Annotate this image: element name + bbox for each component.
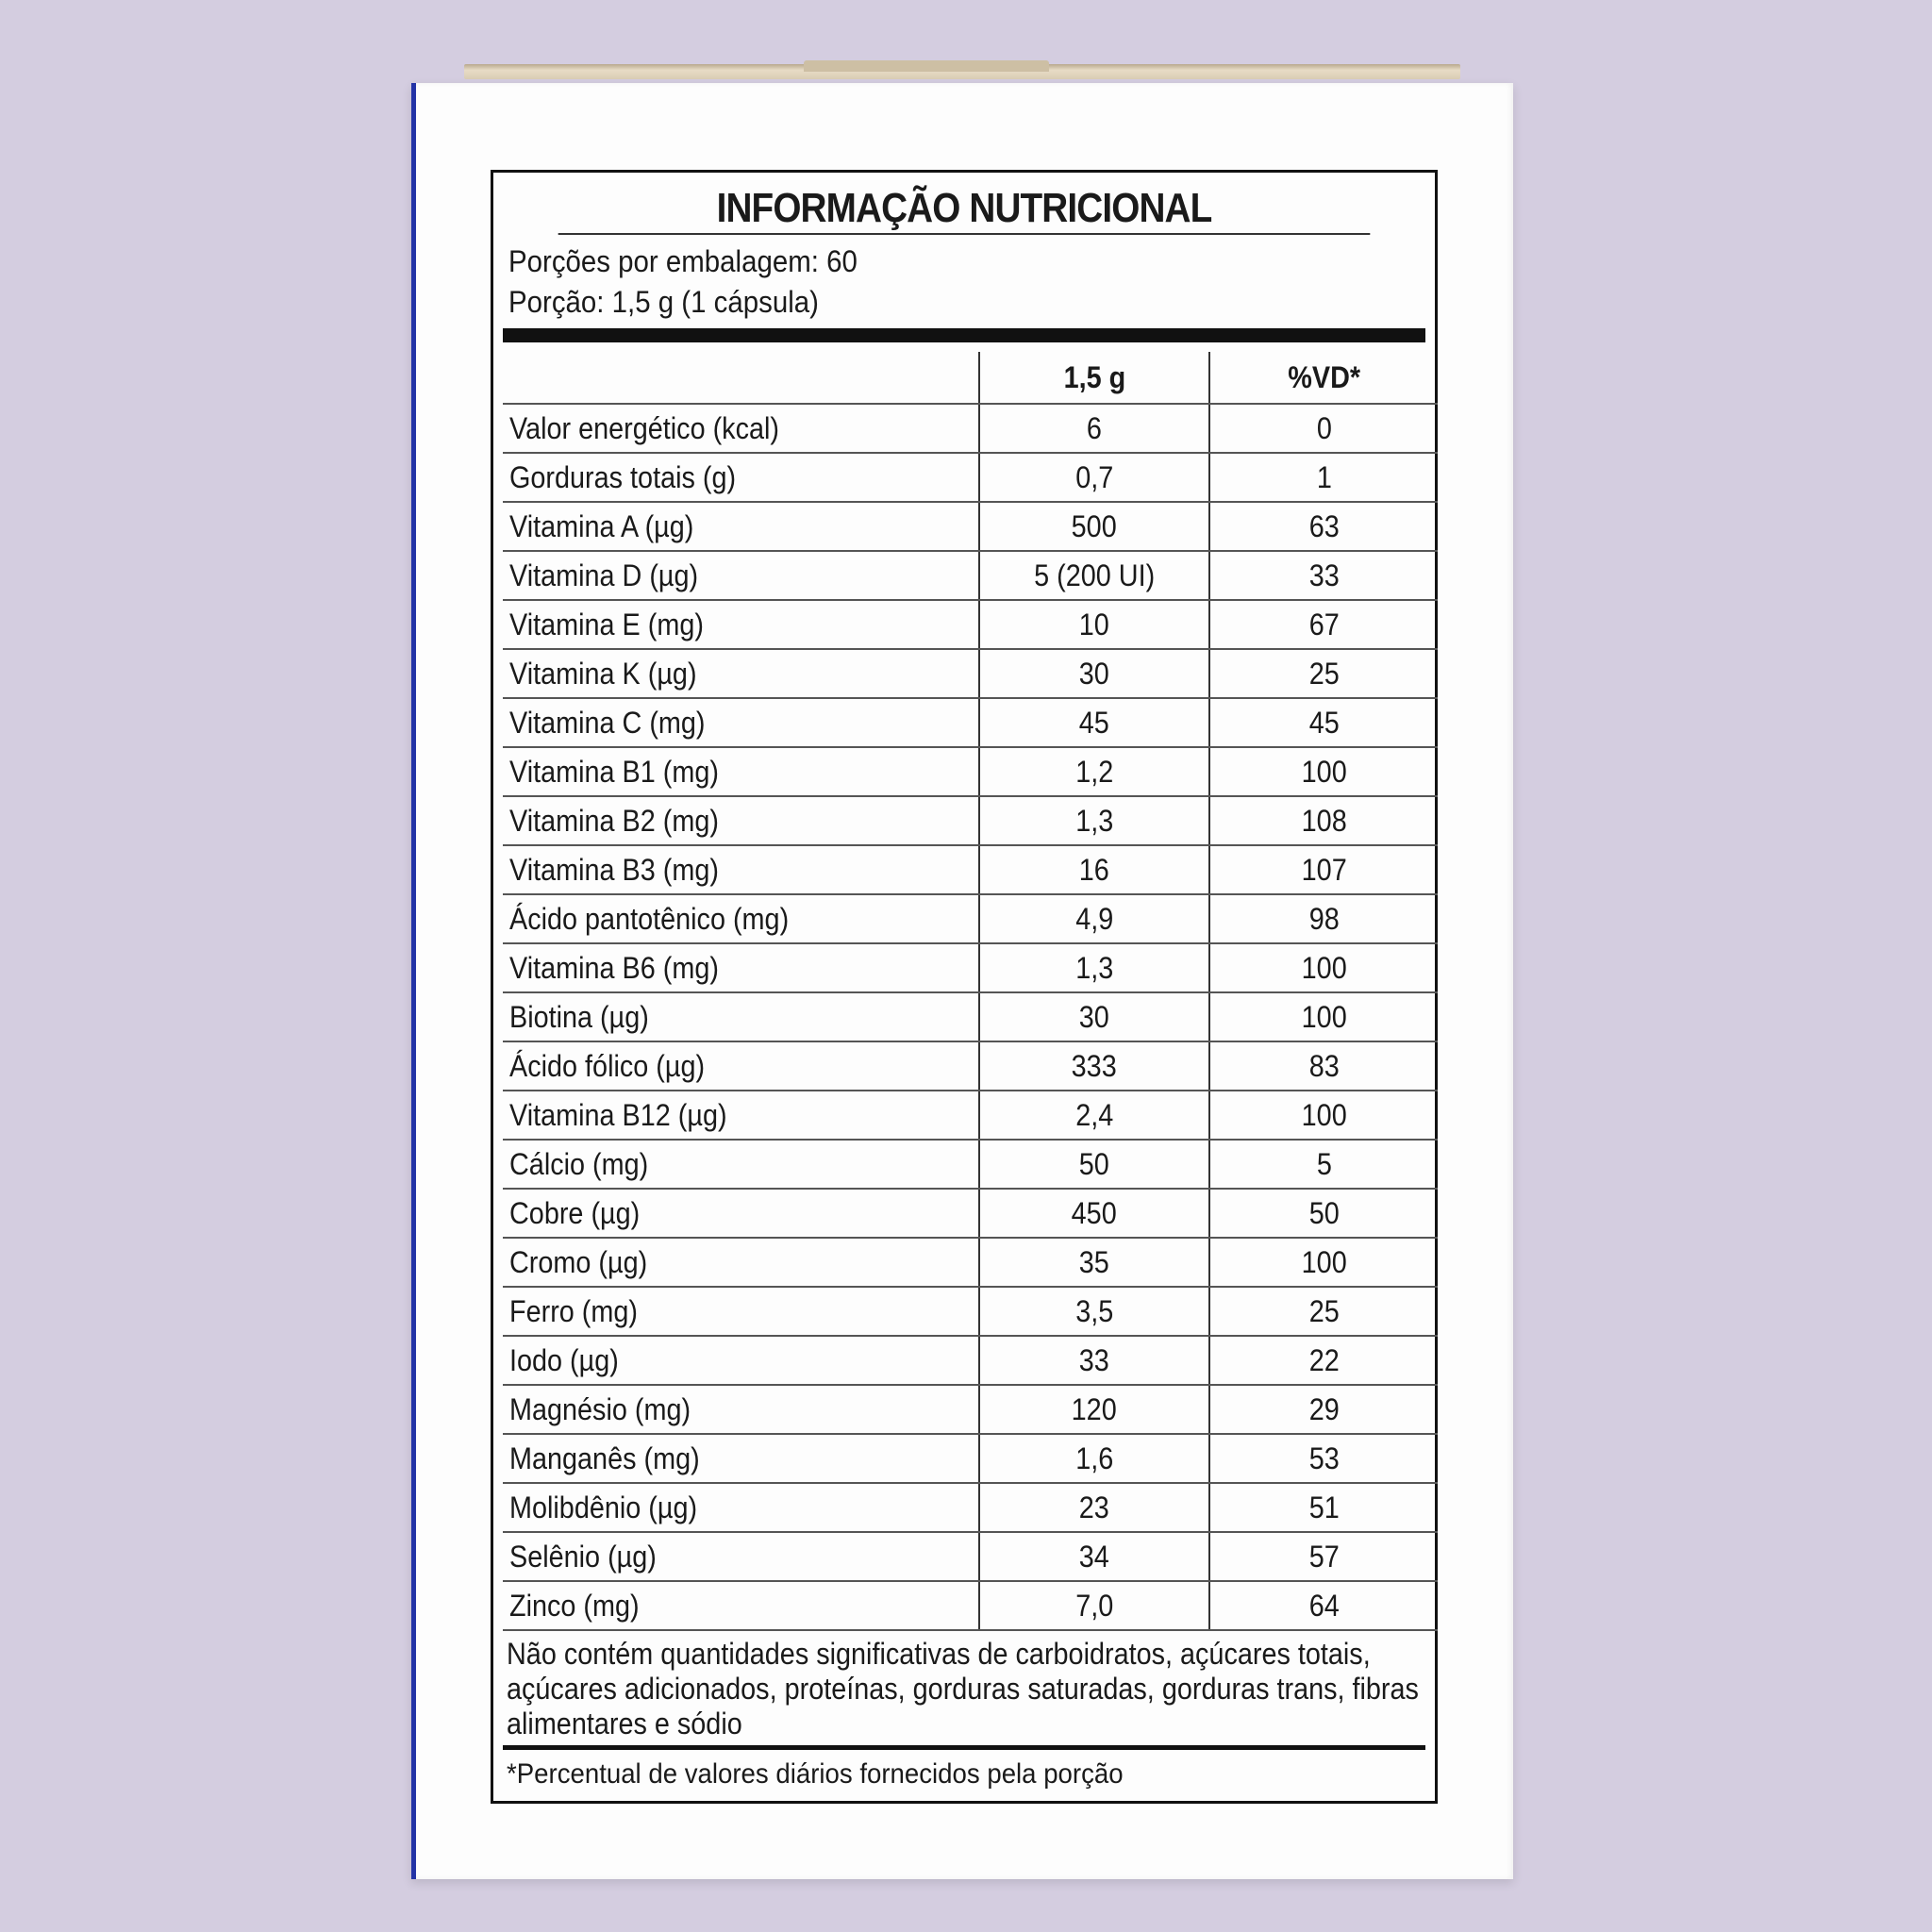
table-row [503,1189,1438,1238]
nutrient-dv: 100 [1209,747,1438,796]
nutrient-amount: 6 [979,404,1209,453]
nutrient-dv: 100 [1209,992,1438,1041]
nutrient-amount: 34 [979,1532,1209,1581]
nutrient-name: Vitamina K (µg) [503,649,979,698]
table-header-row [503,352,1438,404]
table-row [503,1140,1438,1189]
nutrient-name: Ferro (mg) [503,1287,979,1336]
nutrient-amount: 1,2 [979,747,1209,796]
nutrient-name: Biotina (µg) [503,992,979,1041]
nutrient-dv: 100 [1209,1091,1438,1140]
nutrient-name: Selênio (µg) [503,1532,979,1581]
table-row [503,1287,1438,1336]
nutrient-dv: 64 [1209,1581,1438,1630]
nutrient-dv: 107 [1209,845,1438,894]
nutrition-table [503,352,1438,1631]
nutrient-amount: 0,7 [979,453,1209,502]
table-row [503,1091,1438,1140]
serving-size: Porção: 1,5 g (1 cápsula) [508,285,819,319]
table-row [503,1483,1438,1532]
table-row [503,747,1438,796]
table-row [503,845,1438,894]
nutrient-name: Valor energético (kcal) [503,404,979,453]
nutrient-name: Vitamina B6 (mg) [503,943,979,992]
nutrient-dv: 0 [1209,404,1438,453]
nutrient-dv: 63 [1209,502,1438,551]
table-row [503,1336,1438,1385]
nutrient-amount: 1,3 [979,943,1209,992]
nutrient-name: Vitamina C (mg) [503,698,979,747]
nutrient-dv: 33 [1209,551,1438,600]
nutrient-dv: 57 [1209,1532,1438,1581]
table-row [503,1238,1438,1287]
nutrient-name: Vitamina D (µg) [503,551,979,600]
table-row [503,796,1438,845]
nutrient-amount: 23 [979,1483,1209,1532]
nutrient-name: Gorduras totais (g) [503,453,979,502]
table-row [503,1434,1438,1483]
header-amount: 1,5 g [979,352,1209,404]
box-top-tab [804,60,1049,72]
nutrient-dv: 50 [1209,1189,1438,1238]
nutrient-name: Molibdênio (µg) [503,1483,979,1532]
dv-footnote: *Percentual de valores diários fornecidos pela porção [507,1758,1124,1790]
header-nutrient [503,352,979,404]
nutrient-name: Cromo (µg) [503,1238,979,1287]
thick-divider [503,328,1425,342]
nutrient-name: Iodo (µg) [503,1336,979,1385]
nutrient-amount: 30 [979,649,1209,698]
table-row [503,894,1438,943]
thin-divider [503,1745,1425,1750]
table-row [503,453,1438,502]
nutrient-dv: 51 [1209,1483,1438,1532]
nutrient-name: Magnésio (mg) [503,1385,979,1434]
nutrient-name: Ácido pantotênico (mg) [503,894,979,943]
table-row [503,1532,1438,1581]
nutrient-name: Manganês (mg) [503,1434,979,1483]
table-row [503,698,1438,747]
table-body [503,404,1438,1630]
nutrient-amount: 1,6 [979,1434,1209,1483]
nutrient-amount: 333 [979,1041,1209,1091]
table-row [503,502,1438,551]
nutrient-amount: 45 [979,698,1209,747]
nutrient-dv: 25 [1209,1287,1438,1336]
nutrient-dv: 29 [1209,1385,1438,1434]
nutrient-name: Vitamina B12 (µg) [503,1091,979,1140]
nutrient-name: Vitamina A (µg) [503,502,979,551]
nutrient-name: Cálcio (mg) [503,1140,979,1189]
nutrient-dv: 53 [1209,1434,1438,1483]
table-row [503,992,1438,1041]
nutrition-facts-label [491,170,1438,1804]
nutrient-dv: 5 [1209,1140,1438,1189]
nutrient-dv: 108 [1209,796,1438,845]
nutrient-amount: 1,3 [979,796,1209,845]
label-title: INFORMAÇÃO NUTRICIONAL [558,184,1371,235]
table-row [503,600,1438,649]
nutrient-amount: 5 (200 UI) [979,551,1209,600]
table-row [503,943,1438,992]
nutrient-dv: 67 [1209,600,1438,649]
table-row [503,1041,1438,1091]
nutrient-amount: 2,4 [979,1091,1209,1140]
nutrient-dv: 100 [1209,1238,1438,1287]
nutrient-amount: 500 [979,502,1209,551]
nutrient-dv: 45 [1209,698,1438,747]
table-row [503,649,1438,698]
nutrient-name: Cobre (µg) [503,1189,979,1238]
nutrient-amount: 3,5 [979,1287,1209,1336]
nutrient-name: Zinco (mg) [503,1581,979,1630]
nutrient-dv: 22 [1209,1336,1438,1385]
nutrient-amount: 30 [979,992,1209,1041]
header-dv: %VD* [1209,352,1438,404]
table-row [503,1385,1438,1434]
nutrient-amount: 16 [979,845,1209,894]
nutrient-amount: 10 [979,600,1209,649]
servings-per-package: Porções por embalagem: 60 [508,244,858,278]
nutrient-amount: 450 [979,1189,1209,1238]
nutrient-dv: 1 [1209,453,1438,502]
not-significant-note: Não contém quantidades significativas de carboidratos, açúcares totais, açúcares adicionados, proteínas, gorduras saturadas, gorduras trans, fibras alimentares e sódio [507,1637,1419,1740]
nutrient-name: Vitamina B3 (mg) [503,845,979,894]
nutrient-amount: 7,0 [979,1581,1209,1630]
nutrient-name: Vitamina B2 (mg) [503,796,979,845]
nutrient-amount: 35 [979,1238,1209,1287]
nutrient-amount: 33 [979,1336,1209,1385]
table-row [503,1581,1438,1630]
nutrient-name: Ácido fólico (µg) [503,1041,979,1091]
nutrient-amount: 120 [979,1385,1209,1434]
nutrient-name: Vitamina E (mg) [503,600,979,649]
nutrient-dv: 98 [1209,894,1438,943]
table-row [503,551,1438,600]
table-row [503,404,1438,453]
nutrient-dv: 83 [1209,1041,1438,1091]
nutrient-name: Vitamina B1 (mg) [503,747,979,796]
nutrient-dv: 25 [1209,649,1438,698]
nutrient-amount: 50 [979,1140,1209,1189]
nutrient-amount: 4,9 [979,894,1209,943]
nutrient-dv: 100 [1209,943,1438,992]
